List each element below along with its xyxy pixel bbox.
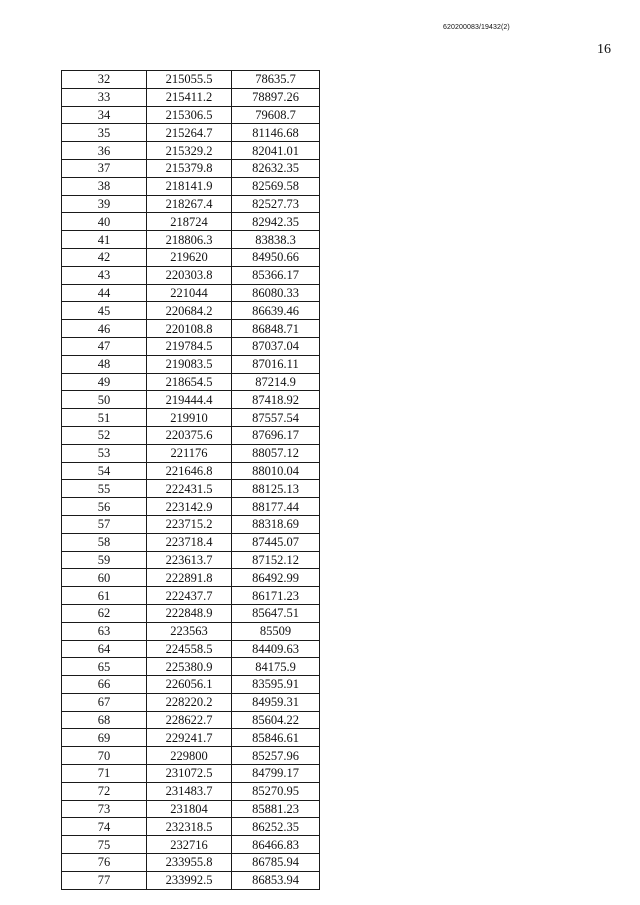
- x-coordinate-cell: 219784.5: [147, 337, 232, 355]
- y-coordinate-cell: 85270.95: [232, 782, 320, 800]
- table-row: [62, 765, 320, 783]
- point-number-cell: 57: [62, 515, 147, 533]
- table-row: [62, 569, 320, 587]
- y-coordinate-cell: 86639.46: [232, 302, 320, 320]
- x-coordinate-cell: 231072.5: [147, 765, 232, 783]
- y-coordinate-cell: 85366.17: [232, 266, 320, 284]
- x-coordinate-cell: 228220.2: [147, 693, 232, 711]
- y-coordinate-cell: 84409.63: [232, 640, 320, 658]
- y-coordinate-cell: 78635.7: [232, 71, 320, 89]
- point-number-cell: 63: [62, 622, 147, 640]
- x-coordinate-cell: 220303.8: [147, 266, 232, 284]
- table-row: [62, 747, 320, 765]
- point-number-cell: 73: [62, 800, 147, 818]
- table-row: [62, 729, 320, 747]
- y-coordinate-cell: 81146.68: [232, 124, 320, 142]
- y-coordinate-cell: 78897.26: [232, 88, 320, 106]
- table-row: [62, 836, 320, 854]
- point-number-cell: 69: [62, 729, 147, 747]
- x-coordinate-cell: 222437.7: [147, 587, 232, 605]
- x-coordinate-cell: 221044: [147, 284, 232, 302]
- table-row: [62, 373, 320, 391]
- x-coordinate-cell: 231483.7: [147, 782, 232, 800]
- table-row: [62, 462, 320, 480]
- point-number-cell: 38: [62, 177, 147, 195]
- table-row: [62, 800, 320, 818]
- table-row: [62, 177, 320, 195]
- point-number-cell: 75: [62, 836, 147, 854]
- x-coordinate-cell: 218654.5: [147, 373, 232, 391]
- y-coordinate-cell: 85257.96: [232, 747, 320, 765]
- table-row: [62, 213, 320, 231]
- table-row: [62, 159, 320, 177]
- y-coordinate-cell: 79608.7: [232, 106, 320, 124]
- table-row: [62, 337, 320, 355]
- x-coordinate-cell: 221646.8: [147, 462, 232, 480]
- table-row: [62, 284, 320, 302]
- table-row: [62, 640, 320, 658]
- point-number-cell: 43: [62, 266, 147, 284]
- point-number-cell: 45: [62, 302, 147, 320]
- point-number-cell: 72: [62, 782, 147, 800]
- point-number-cell: 53: [62, 444, 147, 462]
- table-row: [62, 71, 320, 89]
- y-coordinate-cell: 87016.11: [232, 355, 320, 373]
- x-coordinate-cell: 222848.9: [147, 604, 232, 622]
- table-row: [62, 711, 320, 729]
- y-coordinate-cell: 86252.35: [232, 818, 320, 836]
- page-number: 16: [597, 42, 611, 57]
- y-coordinate-cell: 82527.73: [232, 195, 320, 213]
- x-coordinate-cell: 215264.7: [147, 124, 232, 142]
- y-coordinate-cell: 86848.71: [232, 320, 320, 338]
- y-coordinate-cell: 86466.83: [232, 836, 320, 854]
- x-coordinate-cell: 221176: [147, 444, 232, 462]
- y-coordinate-cell: 83838.3: [232, 231, 320, 249]
- point-number-cell: 39: [62, 195, 147, 213]
- table-row: [62, 676, 320, 694]
- y-coordinate-cell: 87037.04: [232, 337, 320, 355]
- x-coordinate-cell: 229241.7: [147, 729, 232, 747]
- point-number-cell: 71: [62, 765, 147, 783]
- table-row: [62, 533, 320, 551]
- y-coordinate-cell: 85846.61: [232, 729, 320, 747]
- point-number-cell: 42: [62, 248, 147, 266]
- table-row: [62, 693, 320, 711]
- x-coordinate-cell: 231804: [147, 800, 232, 818]
- x-coordinate-cell: 222891.8: [147, 569, 232, 587]
- y-coordinate-cell: 84950.66: [232, 248, 320, 266]
- x-coordinate-cell: 233992.5: [147, 871, 232, 889]
- table-row: [62, 658, 320, 676]
- point-number-cell: 60: [62, 569, 147, 587]
- document-id: 620200083/19432(2): [443, 24, 510, 31]
- x-coordinate-cell: 223142.9: [147, 498, 232, 516]
- table-row: [62, 515, 320, 533]
- table-row: [62, 818, 320, 836]
- point-number-cell: 65: [62, 658, 147, 676]
- point-number-cell: 49: [62, 373, 147, 391]
- y-coordinate-cell: 85509: [232, 622, 320, 640]
- y-coordinate-cell: 88125.13: [232, 480, 320, 498]
- x-coordinate-cell: 219444.4: [147, 391, 232, 409]
- y-coordinate-cell: 88010.04: [232, 462, 320, 480]
- x-coordinate-cell: 219620: [147, 248, 232, 266]
- y-coordinate-cell: 85604.22: [232, 711, 320, 729]
- point-number-cell: 52: [62, 426, 147, 444]
- x-coordinate-cell: 232716: [147, 836, 232, 854]
- y-coordinate-cell: 87214.9: [232, 373, 320, 391]
- x-coordinate-cell: 219910: [147, 409, 232, 427]
- table-row: [62, 391, 320, 409]
- point-number-cell: 58: [62, 533, 147, 551]
- coordinates-table-body: [62, 71, 320, 890]
- y-coordinate-cell: 87557.54: [232, 409, 320, 427]
- x-coordinate-cell: 218806.3: [147, 231, 232, 249]
- x-coordinate-cell: 220108.8: [147, 320, 232, 338]
- point-number-cell: 68: [62, 711, 147, 729]
- y-coordinate-cell: 88177.44: [232, 498, 320, 516]
- x-coordinate-cell: 215379.8: [147, 159, 232, 177]
- x-coordinate-cell: 218724: [147, 213, 232, 231]
- point-number-cell: 50: [62, 391, 147, 409]
- x-coordinate-cell: 215055.5: [147, 71, 232, 89]
- point-number-cell: 32: [62, 71, 147, 89]
- point-number-cell: 51: [62, 409, 147, 427]
- x-coordinate-cell: 218141.9: [147, 177, 232, 195]
- y-coordinate-cell: 84175.9: [232, 658, 320, 676]
- point-number-cell: 54: [62, 462, 147, 480]
- table-row: [62, 551, 320, 569]
- table-row: [62, 195, 320, 213]
- table-row: [62, 854, 320, 872]
- x-coordinate-cell: 233955.8: [147, 854, 232, 872]
- x-coordinate-cell: 215329.2: [147, 142, 232, 160]
- point-number-cell: 41: [62, 231, 147, 249]
- table-row: [62, 88, 320, 106]
- point-number-cell: 35: [62, 124, 147, 142]
- point-number-cell: 47: [62, 337, 147, 355]
- y-coordinate-cell: 87696.17: [232, 426, 320, 444]
- table-row: [62, 409, 320, 427]
- y-coordinate-cell: 85881.23: [232, 800, 320, 818]
- x-coordinate-cell: 226056.1: [147, 676, 232, 694]
- table-row: [62, 622, 320, 640]
- point-number-cell: 46: [62, 320, 147, 338]
- x-coordinate-cell: 228622.7: [147, 711, 232, 729]
- table-row: [62, 480, 320, 498]
- point-number-cell: 33: [62, 88, 147, 106]
- x-coordinate-cell: 224558.5: [147, 640, 232, 658]
- point-number-cell: 70: [62, 747, 147, 765]
- coordinates-table: [61, 70, 320, 890]
- y-coordinate-cell: 86785.94: [232, 854, 320, 872]
- point-number-cell: 40: [62, 213, 147, 231]
- y-coordinate-cell: 85647.51: [232, 604, 320, 622]
- y-coordinate-cell: 87418.92: [232, 391, 320, 409]
- y-coordinate-cell: 82632.35: [232, 159, 320, 177]
- x-coordinate-cell: 218267.4: [147, 195, 232, 213]
- y-coordinate-cell: 83595.91: [232, 676, 320, 694]
- point-number-cell: 76: [62, 854, 147, 872]
- y-coordinate-cell: 82569.58: [232, 177, 320, 195]
- y-coordinate-cell: 82942.35: [232, 213, 320, 231]
- x-coordinate-cell: 223613.7: [147, 551, 232, 569]
- point-number-cell: 64: [62, 640, 147, 658]
- table-row: [62, 320, 320, 338]
- y-coordinate-cell: 86171.23: [232, 587, 320, 605]
- x-coordinate-cell: 222431.5: [147, 480, 232, 498]
- x-coordinate-cell: 229800: [147, 747, 232, 765]
- y-coordinate-cell: 87445.07: [232, 533, 320, 551]
- table-row: [62, 142, 320, 160]
- point-number-cell: 62: [62, 604, 147, 622]
- table-row: [62, 587, 320, 605]
- x-coordinate-cell: 223563: [147, 622, 232, 640]
- point-number-cell: 55: [62, 480, 147, 498]
- y-coordinate-cell: 82041.01: [232, 142, 320, 160]
- point-number-cell: 66: [62, 676, 147, 694]
- table-row: [62, 106, 320, 124]
- x-coordinate-cell: 232318.5: [147, 818, 232, 836]
- y-coordinate-cell: 86492.99: [232, 569, 320, 587]
- x-coordinate-cell: 219083.5: [147, 355, 232, 373]
- point-number-cell: 44: [62, 284, 147, 302]
- y-coordinate-cell: 84799.17: [232, 765, 320, 783]
- point-number-cell: 74: [62, 818, 147, 836]
- x-coordinate-cell: 223718.4: [147, 533, 232, 551]
- y-coordinate-cell: 84959.31: [232, 693, 320, 711]
- table-row: [62, 444, 320, 462]
- point-number-cell: 77: [62, 871, 147, 889]
- x-coordinate-cell: 220375.6: [147, 426, 232, 444]
- point-number-cell: 48: [62, 355, 147, 373]
- table-row: [62, 248, 320, 266]
- table-row: [62, 426, 320, 444]
- y-coordinate-cell: 88318.69: [232, 515, 320, 533]
- point-number-cell: 37: [62, 159, 147, 177]
- table-row: [62, 355, 320, 373]
- table-row: [62, 302, 320, 320]
- y-coordinate-cell: 86853.94: [232, 871, 320, 889]
- table-row: [62, 871, 320, 889]
- point-number-cell: 34: [62, 106, 147, 124]
- x-coordinate-cell: 220684.2: [147, 302, 232, 320]
- y-coordinate-cell: 88057.12: [232, 444, 320, 462]
- table-row: [62, 231, 320, 249]
- x-coordinate-cell: 223715.2: [147, 515, 232, 533]
- point-number-cell: 56: [62, 498, 147, 516]
- point-number-cell: 59: [62, 551, 147, 569]
- point-number-cell: 36: [62, 142, 147, 160]
- table-row: [62, 266, 320, 284]
- point-number-cell: 67: [62, 693, 147, 711]
- x-coordinate-cell: 215411.2: [147, 88, 232, 106]
- point-number-cell: 61: [62, 587, 147, 605]
- x-coordinate-cell: 225380.9: [147, 658, 232, 676]
- table-row: [62, 498, 320, 516]
- table-row: [62, 782, 320, 800]
- y-coordinate-cell: 86080.33: [232, 284, 320, 302]
- x-coordinate-cell: 215306.5: [147, 106, 232, 124]
- y-coordinate-cell: 87152.12: [232, 551, 320, 569]
- table-row: [62, 124, 320, 142]
- table-row: [62, 604, 320, 622]
